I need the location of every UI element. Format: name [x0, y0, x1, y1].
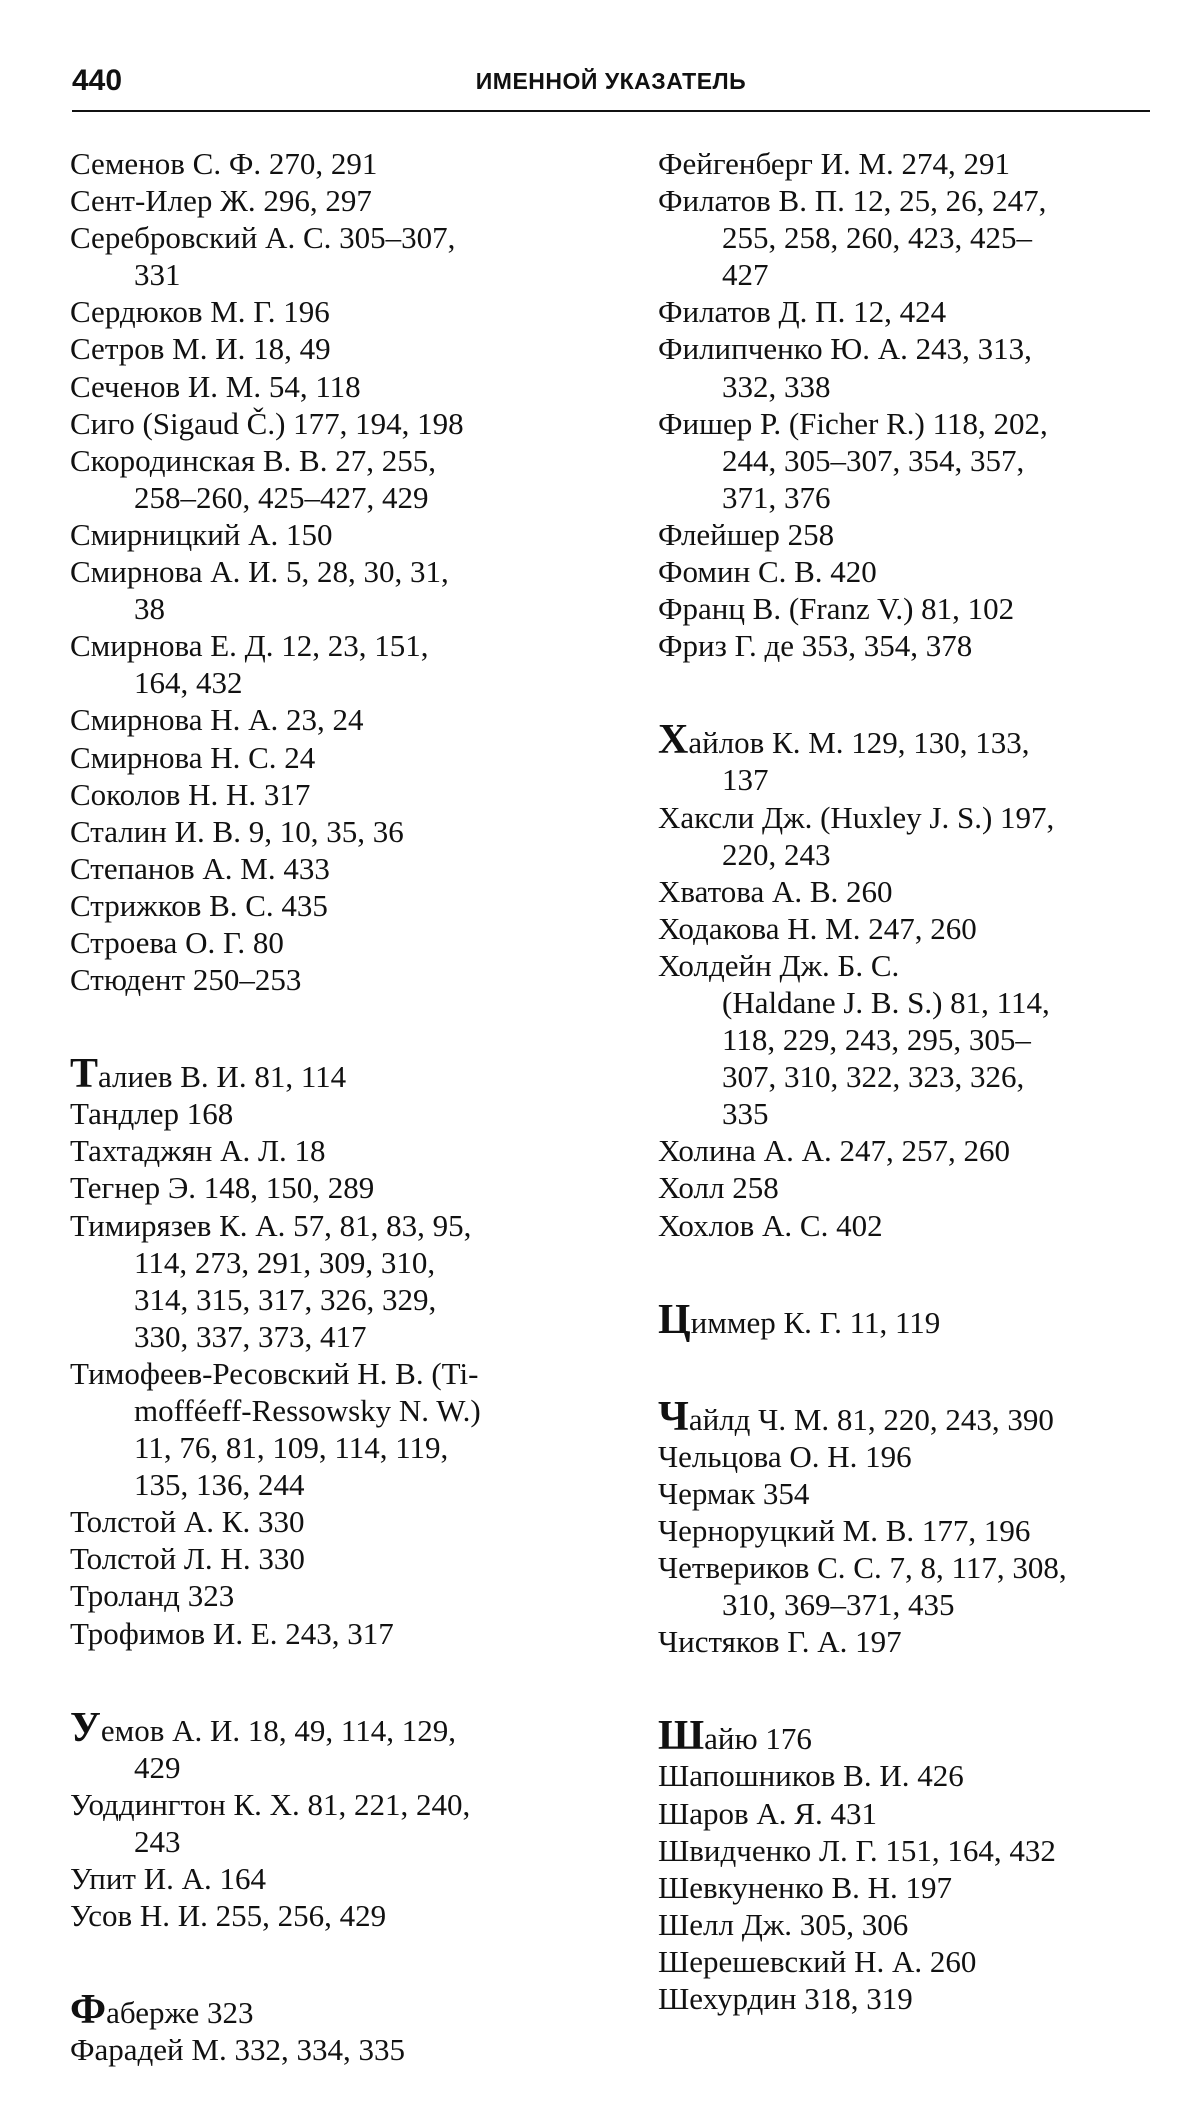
index-entry-text: Трофимов И. Е. 243, 317 [70, 1615, 394, 1651]
index-entry [70, 1355, 585, 1503]
index-entry-text: Сталин И. В. 9, 10, 35, 36 [70, 813, 404, 849]
index-entry-text: Швидченко Л. Г. 151, 164, 432 [658, 1832, 1056, 1868]
index-entry [658, 293, 1153, 330]
index-entry-continuation: 307, 310, 322, 323, 326, [722, 1059, 1025, 1095]
index-entry [658, 873, 1153, 910]
index-entry-text: Флейшер 258 [658, 516, 835, 552]
index-entry-text: Хаксли Дж. (Huxley J. S.) 197, [658, 799, 1055, 835]
index-entry [658, 1207, 1153, 1244]
letter-group-gap [70, 1652, 585, 1707]
index-entry-text: Тахтаджян А. Л. 18 [70, 1133, 326, 1169]
index-entry-text: Фарадей М. 332, 334, 335 [70, 2032, 405, 2068]
index-entry [658, 1906, 1153, 1943]
index-entry-text: Смирнова Н. А. 23, 24 [70, 702, 364, 738]
index-entry [658, 1713, 1153, 1760]
index-entry [658, 1549, 1153, 1623]
section-initial-letter: У [70, 1704, 101, 1751]
index-entry-text: Степанов А. М. 433 [70, 850, 330, 886]
index-entry-text: Тегнер Э. 148, 150, 289 [70, 1170, 375, 1206]
index-entry-text: Шевкуненко В. Н. 197 [658, 1869, 953, 1905]
index-entry [658, 1169, 1153, 1206]
index-entry-text: Сетров М. И. 18, 49 [70, 331, 331, 367]
index-entry-text: Шаров А. Я. 431 [658, 1795, 877, 1831]
index-entry-text: Толстой Л. Н. 330 [70, 1541, 305, 1577]
section-initial-letter: Х [658, 717, 689, 764]
index-entry-continuation: 114, 273, 291, 309, 310, [134, 1244, 436, 1280]
index-entry-text: Серебровский А. С. 305–307, [70, 220, 456, 256]
index-entry-text: Упит И. А. 164 [70, 1861, 266, 1897]
index-entry [658, 182, 1153, 293]
index-entry-text: Тимофеев-Ресовский Н. В. (Ti- [70, 1355, 479, 1391]
index-entry-text: Смирнова Н. С. 24 [70, 739, 316, 775]
index-entry [70, 1704, 585, 1786]
index-entry [70, 776, 585, 813]
index-entry-continuation: 331 [134, 257, 181, 293]
index-entry-text: айю 176 [704, 1721, 812, 1757]
index-entry [70, 1786, 585, 1860]
index-entry [70, 182, 585, 219]
index-entry [70, 405, 585, 442]
index-entry-text: Смирнова Е. Д. 12, 23, 151, [70, 628, 429, 664]
index-entry-text: Строева О. Г. 80 [70, 924, 284, 960]
index-entry-text: аберже 323 [106, 1995, 254, 2031]
index-entry-text: Усов Н. И. 255, 256, 429 [70, 1898, 387, 1934]
index-entry [658, 799, 1153, 873]
index-entry [658, 1393, 1153, 1440]
index-entry-text: Фриз Г. де 353, 354, 378 [658, 628, 973, 664]
letter-group-gap [658, 1341, 1153, 1396]
index-entry-text: Фейгенберг И. М. 274, 291 [658, 146, 1011, 181]
index-entry [70, 1577, 585, 1614]
index-entry-text: Фишер Р. (Ficher R.) 118, 202, [658, 405, 1048, 441]
index-entry-text: Сердюков М. Г. 196 [70, 294, 330, 330]
index-entry [658, 1512, 1153, 1549]
index-entry-text: Шелл Дж. 305, 306 [658, 1906, 909, 1942]
index-entry [658, 719, 1153, 798]
index-entry [658, 145, 1153, 182]
index-entry-continuation: 427 [722, 257, 769, 293]
index-entry-text: Шехурдин 318, 319 [658, 1981, 913, 2017]
index-entry [658, 1475, 1153, 1512]
index-entry-text: Тимирязев К. А. 57, 81, 83, 95, [70, 1207, 472, 1243]
index-entry [658, 1795, 1153, 1832]
index-entry-text: Филатов Д. П. 12, 424 [658, 294, 947, 330]
index-entry-text: Соколов Н. Н. 317 [70, 776, 311, 812]
index-entry-text: Франц В. (Franz V.) 81, 102 [658, 591, 1015, 627]
letter-group-gap [658, 664, 1153, 719]
index-entry [70, 330, 585, 367]
index-entry [70, 739, 585, 776]
index-entry-text: Филатов В. П. 12, 25, 26, 247, [658, 183, 1047, 219]
page-number: 440 [72, 64, 123, 97]
index-entry-continuation: 220, 243 [722, 836, 831, 872]
index-entry [70, 553, 585, 627]
index-entry [70, 1095, 585, 1132]
index-entry-text: Толстой А. К. 330 [70, 1504, 305, 1540]
index-entry-continuation: 255, 258, 260, 423, 425– [722, 220, 1032, 256]
index-entry [70, 1540, 585, 1577]
index-entry-continuation: 244, 305–307, 354, 357, [722, 442, 1025, 478]
index-entry-text: Хватова А. В. 260 [658, 873, 893, 909]
index-entry-text: Хохлов А. С. 402 [658, 1207, 883, 1243]
index-entry-continuation: 371, 376 [722, 479, 831, 515]
running-title: ИМЕННОЙ УКАЗАТЕЛЬ [475, 68, 747, 94]
index-entry [70, 1615, 585, 1652]
index-entry [658, 910, 1153, 947]
index-entry [70, 1503, 585, 1540]
index-entry-text: емов А. И. 18, 49, 114, 129, [100, 1712, 456, 1748]
index-entry-text: Черноруцкий М. В. 177, 196 [658, 1513, 1031, 1548]
index-entry-text: Стюдент 250–253 [70, 962, 302, 998]
index-entry-text: Холдейн Дж. Б. С. [658, 947, 900, 983]
index-entry [658, 330, 1153, 404]
index-entry-text: Семенов С. Ф. 270, 291 [70, 146, 378, 181]
index-entry-text: Сент-Илер Ж. 296, 297 [70, 183, 372, 219]
index-entry-text: Филипченко Ю. А. 243, 313, [658, 331, 1032, 367]
index-entry-text: алиев В. И. 81, 114 [98, 1059, 347, 1095]
index-entry-text: Четвериков С. С. 7, 8, 117, 308, [658, 1550, 1067, 1586]
letter-group-gap [658, 1660, 1153, 1715]
index-entry-text: Чельцова О. Н. 196 [658, 1438, 912, 1474]
index-entry-continuation: 314, 315, 317, 326, 329, [134, 1281, 437, 1317]
index-entry-continuation: 135, 136, 244 [134, 1467, 305, 1503]
section-initial-letter: Ч [658, 1393, 689, 1440]
index-entry [70, 293, 585, 330]
index-entry-text: Смирнова А. И. 5, 28, 30, 31, [70, 554, 449, 590]
index-entry [658, 1438, 1153, 1475]
index-entry-text: Чистяков Г. А. 197 [658, 1624, 902, 1660]
index-entry [70, 850, 585, 887]
index-entry-continuation: 137 [722, 762, 769, 798]
index-entry-continuation: 11, 76, 81, 109, 114, 119, [134, 1430, 449, 1466]
index-entry-text: Фомин С. В. 420 [658, 554, 877, 590]
index-entry-continuation: 310, 369–371, 435 [722, 1587, 955, 1623]
page-header [72, 60, 1150, 112]
letter-group-gap [70, 1934, 585, 1989]
index-entry [70, 1987, 585, 2034]
index-entry-text: Стрижков В. С. 435 [70, 887, 328, 923]
letter-group-gap [658, 1244, 1153, 1299]
index-entry [70, 627, 585, 701]
index-entry [70, 924, 585, 961]
index-entry [658, 627, 1153, 664]
index-entry-text: иммер К. Г. 11, 119 [690, 1304, 941, 1340]
index-entry [70, 1169, 585, 1206]
letter-group-gap [70, 998, 585, 1053]
index-entry-text: Сиго (Sigaud Č.) 177, 194, 198 [70, 405, 464, 441]
index-entry-text: Сеченов И. М. 54, 118 [70, 368, 361, 404]
section-initial-letter: Ц [658, 1296, 691, 1343]
index-entry-continuation: 38 [134, 591, 165, 627]
index-entry [70, 1860, 585, 1897]
section-initial-letter: Т [70, 1051, 99, 1098]
index-column-left [70, 145, 585, 2068]
index-entry-text: Ходакова Н. М. 247, 260 [658, 910, 977, 946]
section-initial-letter: Ш [658, 1713, 705, 1760]
index-entry [70, 2031, 585, 2068]
index-entry-text: Чермак 354 [658, 1475, 810, 1511]
index-entry [70, 1132, 585, 1169]
index-entry-continuation: 429 [134, 1749, 181, 1785]
index-entry-continuation: 243 [134, 1823, 181, 1859]
index-entry-text: Уоддингтон К. Х. 81, 221, 240, [70, 1786, 471, 1822]
index-entry [658, 1832, 1153, 1869]
index-entry-text: Холина А. А. 247, 257, 260 [658, 1133, 1010, 1169]
index-entry [70, 887, 585, 924]
index-entry [70, 219, 585, 293]
index-entry [658, 405, 1153, 516]
index-entry [70, 442, 585, 516]
index-entry [70, 961, 585, 998]
index-entry [70, 1207, 585, 1355]
index-entry [658, 553, 1153, 590]
index-column-right [658, 145, 1153, 2017]
index-entry [658, 590, 1153, 627]
index-entry [70, 701, 585, 738]
index-entry [658, 1132, 1153, 1169]
index-entry-text: айлов К. М. 129, 130, 133, [688, 725, 1030, 761]
index-entry [658, 1980, 1153, 2017]
index-entry-text: Тандлер 168 [70, 1096, 234, 1132]
index-entry-text: Троланд 323 [70, 1578, 235, 1614]
section-initial-letter: Ф [70, 1987, 107, 2034]
index-entry [70, 516, 585, 553]
index-entry-continuation: 118, 229, 243, 295, 305– [722, 1022, 1031, 1058]
index-entry-continuation: 258–260, 425–427, 429 [134, 479, 429, 515]
index-entry [658, 1869, 1153, 1906]
index-entry [658, 1943, 1153, 1980]
index-entry [658, 1623, 1153, 1660]
index-entry-text: Смирницкий А. 150 [70, 516, 333, 552]
index-entry-text: Скородинская В. В. 27, 255, [70, 442, 436, 478]
index-entry [658, 1296, 1153, 1343]
index-entry-continuation: (Haldane J. B. S.) 81, 114, [722, 984, 1050, 1020]
index-entry-continuation: 335 [722, 1096, 769, 1132]
index-entry-continuation: 332, 338 [722, 368, 831, 404]
index-entry-continuation: 330, 337, 373, 417 [134, 1318, 367, 1354]
index-entry-text: Шапошников В. И. 426 [658, 1758, 964, 1794]
index-entry [70, 145, 585, 182]
index-entry [70, 1897, 585, 1934]
index-entry-text: айлд Ч. М. 81, 220, 243, 390 [688, 1401, 1054, 1437]
index-entry-continuation: 164, 432 [134, 665, 243, 701]
index-entry [70, 368, 585, 405]
index-entry [70, 1051, 585, 1098]
index-entry-text: Шерешевский Н. А. 260 [658, 1943, 977, 1979]
index-entry-continuation: mofféeff-Ressowsky N. W.) [134, 1393, 481, 1428]
index-entry [658, 1757, 1153, 1794]
index-entry [658, 516, 1153, 553]
index-entry-text: Холл 258 [658, 1170, 779, 1206]
index-entry [70, 813, 585, 850]
index-entry [658, 947, 1153, 1132]
